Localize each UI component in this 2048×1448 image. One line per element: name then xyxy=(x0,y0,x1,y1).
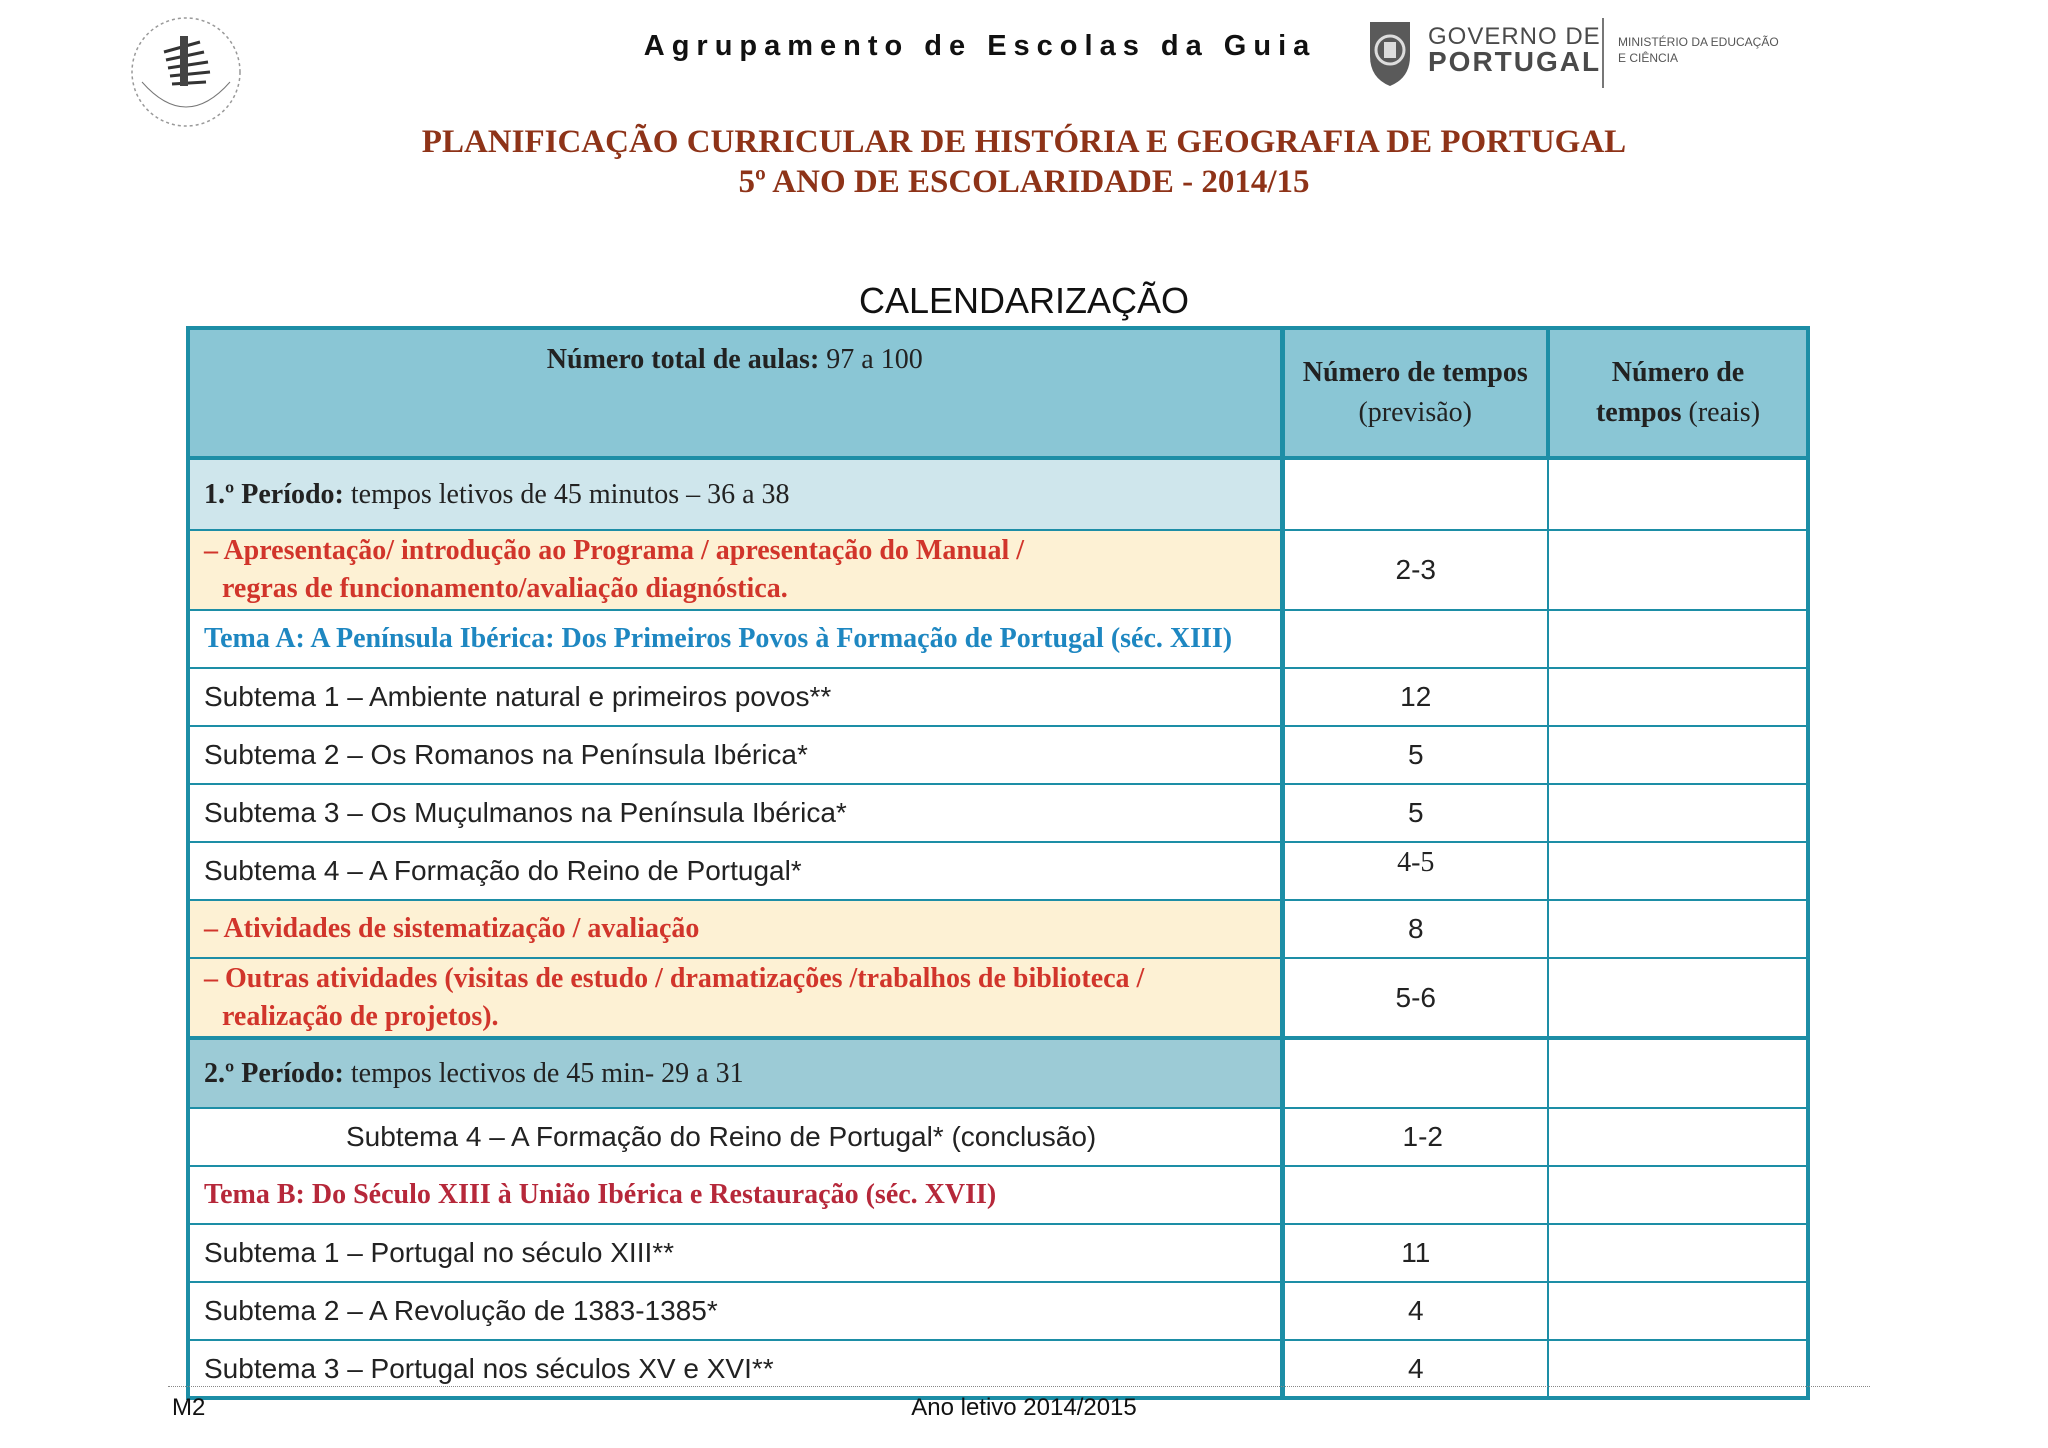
period1-text: tempos letivos de 45 minutos – 36 a 38 xyxy=(350,478,790,510)
period1-label: 1.º Período: xyxy=(204,478,344,510)
outras-line2: realização de projetos). xyxy=(222,1000,499,1032)
school-logo-icon xyxy=(122,12,250,130)
period2-actual xyxy=(1548,1038,1808,1108)
table-row xyxy=(188,668,1808,726)
outras-line1: – Outras atividades (visitas de estudo / dramatizações /trabalhos de biblioteca / xyxy=(204,962,1145,994)
table-row xyxy=(188,1282,1808,1340)
subtema-a2-planned: 5 xyxy=(1282,726,1548,784)
table-row-period2 xyxy=(188,1038,1808,1108)
ministry-line2: E CIÊNCIA xyxy=(1618,51,1679,65)
period1-cell xyxy=(188,458,1282,530)
coat-of-arms-icon xyxy=(1362,16,1418,88)
subtema-b2-planned: 4 xyxy=(1282,1282,1548,1340)
subtema-a2-actual xyxy=(1548,726,1808,784)
total-classes-label: Número total de aulas: xyxy=(546,344,820,375)
table-row-tema-a xyxy=(188,610,1808,668)
period2-label: 2.º Período: xyxy=(204,1057,344,1089)
total-classes-value: 97 a 100 xyxy=(826,344,923,375)
table-row-period1 xyxy=(188,458,1808,530)
table-row-outras xyxy=(188,958,1808,1038)
subtema-a4-actual xyxy=(1548,842,1808,900)
government-logo xyxy=(1362,14,1822,94)
actual-periods-header xyxy=(1548,328,1808,458)
period1-planned xyxy=(1282,458,1548,530)
title-line1: PLANIFICAÇÃO CURRICULAR DE HISTÓRIA E GEOGRAFIA DE PORTUGAL xyxy=(421,124,1627,160)
outras-planned: 5-6 xyxy=(1282,958,1548,1038)
actual-periods-title-2: tempos xyxy=(1595,397,1682,428)
title-line2: 5º ANO DE ESCOLARIDADE - 2014/15 xyxy=(738,164,1310,200)
subtema-a3-planned: 5 xyxy=(1282,784,1548,842)
tema-a-title: Tema A: A Península Ibérica: Dos Primeiros Povos à Formação de Portugal (séc. XIII) xyxy=(188,610,1282,668)
school-logo xyxy=(122,12,250,130)
table-row xyxy=(188,784,1808,842)
total-classes-cell xyxy=(188,328,1282,458)
period2-planned xyxy=(1282,1038,1548,1108)
tema-b-actual xyxy=(1548,1166,1808,1224)
tema-a-actual xyxy=(1548,610,1808,668)
actual-periods-title: Número de xyxy=(1611,357,1745,388)
subtema-b1: Subtema 1 – Portugal no século XIII** xyxy=(188,1224,1282,1282)
subtema-a1-planned: 12 xyxy=(1282,668,1548,726)
intro-cell xyxy=(188,530,1282,610)
section-title: CALENDARIZAÇÃO xyxy=(858,280,1190,321)
planned-periods-header xyxy=(1282,328,1548,458)
sistematizacao-text: – Atividades de sistematização / avaliação xyxy=(188,900,1282,958)
period2-text: tempos lectivos de 45 min- 29 a 31 xyxy=(350,1057,744,1089)
planned-periods-subtitle: (previsão) xyxy=(1358,397,1472,428)
table-row-intro xyxy=(188,530,1808,610)
table-row xyxy=(188,1224,1808,1282)
conclusao-text: Subtema 4 – A Formação do Reino de Portugal* (conclusão) xyxy=(188,1108,1282,1166)
planned-periods-title: Número de tempos xyxy=(1302,357,1528,388)
conclusao-planned: 1-2 xyxy=(1282,1108,1548,1166)
intro-actual xyxy=(1548,530,1808,610)
table-row-tema-b xyxy=(188,1166,1808,1224)
actual-periods-subtitle: (reais) xyxy=(1688,397,1761,428)
intro-line2: regras de funcionamento/avaliação diagnóstica. xyxy=(222,573,788,604)
tema-a-planned xyxy=(1282,610,1548,668)
intro-line1: – Apresentação/ introdução ao Programa / apresentação do Manual / xyxy=(204,535,1025,566)
subtema-a4: Subtema 4 – A Formação do Reino de Portugal* xyxy=(188,842,1282,900)
sistematizacao-actual xyxy=(1548,900,1808,958)
gov-line1: GOVERNO DE xyxy=(1428,23,1601,50)
table-row-conclusao xyxy=(188,1108,1808,1166)
footer-year: Ano letivo 2014/2015 xyxy=(911,1394,1137,1421)
footer-divider xyxy=(168,1386,1870,1387)
table-row xyxy=(188,1340,1808,1398)
subtema-a1: Subtema 1 – Ambiente natural e primeiros povos** xyxy=(188,668,1282,726)
subtema-a3-actual xyxy=(1548,784,1808,842)
document-title xyxy=(0,122,2048,202)
ministry-name xyxy=(1618,34,1779,66)
intro-planned: 2-3 xyxy=(1282,530,1548,610)
subtema-a3: Subtema 3 – Os Muçulmanos na Península Ibérica* xyxy=(188,784,1282,842)
table-row-sistematizacao xyxy=(188,900,1808,958)
logo-divider xyxy=(1602,18,1604,88)
gov-line2: PORTUGAL xyxy=(1428,46,1602,77)
table-row xyxy=(188,842,1808,900)
subtema-b3-actual xyxy=(1548,1340,1808,1398)
subtema-a1-actual xyxy=(1548,668,1808,726)
table-header-row xyxy=(188,328,1808,458)
table-row xyxy=(188,726,1808,784)
sistematizacao-planned: 8 xyxy=(1282,900,1548,958)
ministry-line1: MINISTÉRIO DA EDUCAÇÃO xyxy=(1618,35,1779,49)
period1-actual xyxy=(1548,458,1808,530)
calendar-table xyxy=(186,326,1810,1400)
period2-cell xyxy=(188,1038,1282,1108)
school-name: Agrupamento de Escolas da Guia xyxy=(643,30,1317,62)
outras-actual xyxy=(1548,958,1808,1038)
subtema-b3-planned: 4 xyxy=(1282,1340,1548,1398)
subtema-a4-planned: 4-5 xyxy=(1282,842,1548,900)
footer-code: M2 xyxy=(172,1394,206,1421)
tema-b-title: Tema B: Do Século XIII à União Ibérica e Restauração (séc. XVII) xyxy=(188,1166,1282,1224)
government-name xyxy=(1428,23,1602,77)
subtema-b2: Subtema 2 – A Revolução de 1383-1385* xyxy=(188,1282,1282,1340)
conclusao-actual xyxy=(1548,1108,1808,1166)
subtema-a2: Subtema 2 – Os Romanos na Península Ibérica* xyxy=(188,726,1282,784)
subtema-b2-actual xyxy=(1548,1282,1808,1340)
subtema-b1-planned: 11 xyxy=(1282,1224,1548,1282)
tema-b-planned xyxy=(1282,1166,1548,1224)
outras-cell xyxy=(188,958,1282,1038)
subtema-b1-actual xyxy=(1548,1224,1808,1282)
subtema-b3: Subtema 3 – Portugal nos séculos XV e XVI** xyxy=(188,1340,1282,1398)
